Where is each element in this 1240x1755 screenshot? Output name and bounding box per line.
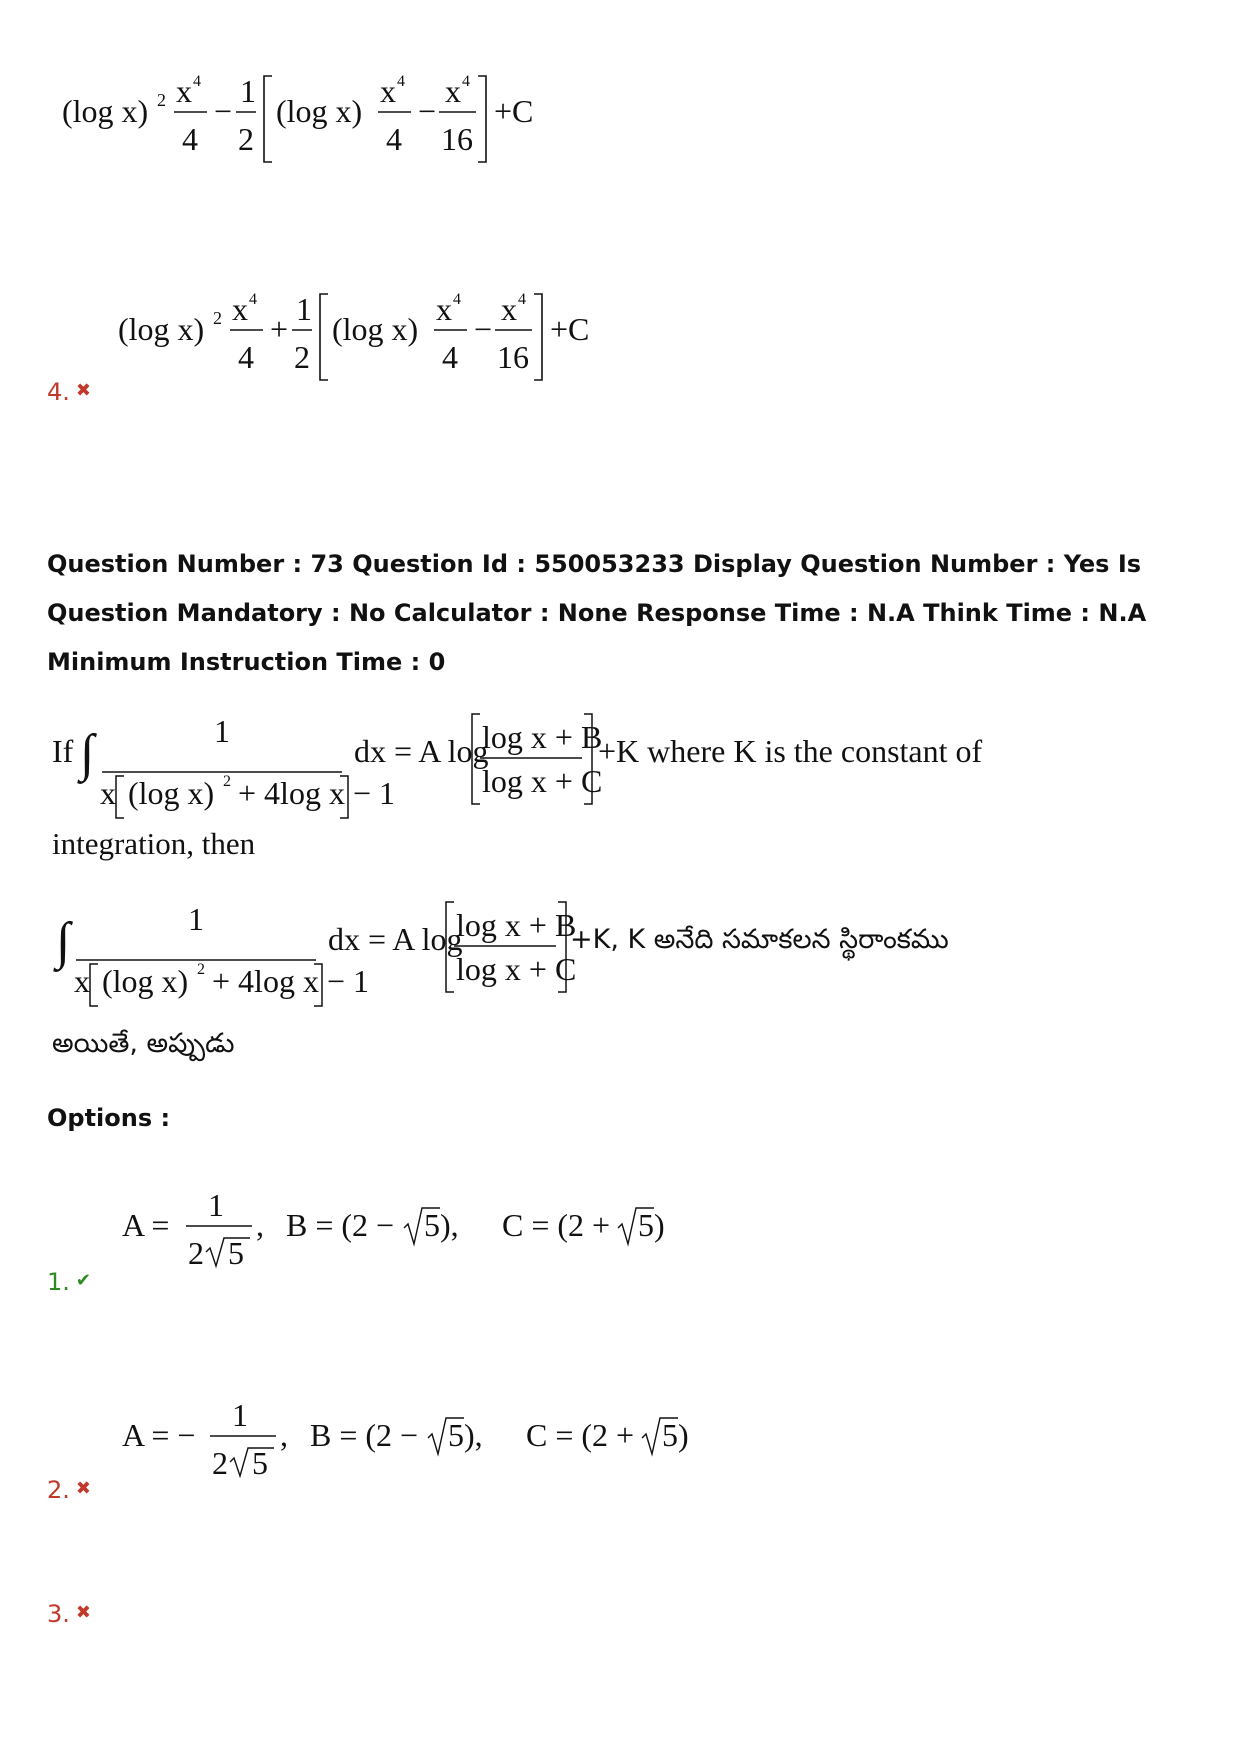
option-3-label[interactable] — [47, 1600, 91, 1628]
svg-text:dx = A log: dx = A log — [328, 921, 463, 957]
svg-text:4: 4 — [518, 291, 526, 308]
svg-text:1: 1 — [232, 1397, 248, 1433]
svg-text:5: 5 — [228, 1235, 244, 1271]
svg-text:C = (2 +: C = (2 + — [526, 1417, 635, 1453]
svg-text:x: x — [232, 291, 248, 327]
svg-text:2: 2 — [188, 1235, 204, 1271]
cross-icon: ✖ — [75, 380, 91, 401]
svg-text:+ 4log x − 1: + 4log x − 1 — [238, 775, 395, 811]
svg-text:16: 16 — [497, 339, 529, 375]
svg-text:x: x — [176, 73, 192, 109]
svg-text:1: 1 — [208, 1187, 224, 1223]
svg-text:1: 1 — [188, 901, 204, 937]
svg-text:2: 2 — [213, 308, 222, 328]
question-english-suffix: +K where K is the constant of — [598, 733, 983, 769]
svg-text:x: x — [74, 963, 90, 999]
svg-text:+C: +C — [550, 311, 590, 347]
question-telugu-line2: అయితే, అప్పుడు — [52, 1028, 235, 1059]
svg-text:4: 4 — [193, 73, 201, 90]
svg-text:x: x — [436, 291, 452, 327]
question-telugu-suffix: +K, K అనేది సమాకలన స్థిరాంకము — [570, 924, 949, 955]
svg-text:+C: +C — [494, 93, 534, 129]
options-heading: Options : — [47, 1104, 171, 1132]
svg-text:1: 1 — [240, 73, 256, 109]
svg-text:log x + B: log x + B — [482, 719, 603, 755]
option-2-formula — [122, 1392, 742, 1492]
svg-text:+ 4log x − 1: + 4log x − 1 — [212, 963, 369, 999]
svg-text:(log x): (log x) — [102, 963, 189, 999]
svg-text:(log x): (log x) — [276, 93, 363, 129]
question-english-line2: integration, then — [52, 826, 256, 861]
svg-text:5),: 5), — [448, 1417, 483, 1453]
svg-text:1: 1 — [214, 713, 230, 749]
svg-text:4: 4 — [386, 121, 402, 157]
option-number: 3. — [47, 1600, 70, 1628]
svg-text:C = (2 +: C = (2 + — [502, 1207, 611, 1243]
option-2-label[interactable] — [47, 1476, 91, 1504]
svg-text:−: − — [474, 311, 493, 347]
svg-text:5): 5) — [638, 1207, 665, 1243]
svg-text:5),: 5), — [424, 1207, 459, 1243]
svg-text:log x + B: log x + B — [456, 907, 577, 943]
svg-text:A = −: A = − — [122, 1417, 196, 1453]
option-1-label[interactable] — [47, 1268, 91, 1296]
prev-option-4-label — [47, 378, 91, 406]
svg-text:x: x — [380, 73, 396, 109]
svg-text:4: 4 — [238, 339, 254, 375]
svg-text:4: 4 — [182, 121, 198, 157]
svg-text:(log x): (log x) — [118, 311, 205, 347]
svg-text:log x + C: log x + C — [456, 951, 577, 987]
svg-text:4: 4 — [453, 291, 461, 308]
option-number: 2. — [47, 1476, 70, 1504]
svg-text:x: x — [501, 291, 517, 327]
svg-text:x: x — [100, 775, 116, 811]
svg-text:2: 2 — [223, 773, 231, 790]
prev-option-4-formula — [118, 288, 658, 398]
svg-text:2: 2 — [294, 339, 310, 375]
svg-text:4: 4 — [442, 339, 458, 375]
svg-text:B = (2 −: B = (2 − — [286, 1207, 395, 1243]
svg-text:2: 2 — [238, 121, 254, 157]
question-metadata: Question Number : 73 Question Id : 550053233 Display Question Number : Yes Is Question Mandatory : No Calculator : None Response Time : N.A Think Time : N.A Minimum Instruction Time : 0 — [47, 550, 1147, 676]
svg-text:4: 4 — [397, 73, 405, 90]
svg-text:dx = A log: dx = A log — [354, 733, 489, 769]
svg-text:4: 4 — [249, 291, 257, 308]
svg-text:,: , — [280, 1417, 288, 1453]
svg-text:,: , — [256, 1207, 264, 1243]
svg-text:−: − — [418, 93, 437, 129]
svg-text:log x + C: log x + C — [482, 763, 603, 799]
svg-text:(log x): (log x) — [332, 311, 419, 347]
svg-text:x: x — [445, 73, 461, 109]
prev-option-3-formula — [62, 70, 602, 180]
svg-text:5: 5 — [252, 1445, 268, 1481]
option-number: 1. — [47, 1268, 70, 1296]
svg-text:1: 1 — [296, 291, 312, 327]
svg-text:A =: A = — [122, 1207, 170, 1243]
svg-text:4: 4 — [462, 73, 470, 90]
svg-text:+: + — [270, 311, 289, 347]
svg-text:2: 2 — [157, 90, 166, 110]
svg-text:5): 5) — [662, 1417, 689, 1453]
svg-text:∫: ∫ — [56, 913, 71, 970]
svg-text:B = (2 −: B = (2 − — [310, 1417, 419, 1453]
svg-text:∫: ∫ — [80, 725, 95, 782]
option-1-formula — [122, 1182, 722, 1282]
svg-text:2: 2 — [197, 961, 205, 978]
cross-icon: ✖ — [75, 1602, 91, 1623]
svg-text:2: 2 — [212, 1445, 228, 1481]
svg-text:16: 16 — [441, 121, 473, 157]
check-icon: ✔ — [75, 1270, 91, 1291]
svg-text:−: − — [214, 93, 233, 129]
svg-text:(log x): (log x) — [128, 775, 215, 811]
option-number: 4. — [47, 378, 70, 406]
question-english-prefix: If — [52, 733, 74, 769]
svg-text:(log x): (log x) — [62, 93, 149, 129]
question-english-formula — [52, 708, 983, 818]
cross-icon: ✖ — [75, 1478, 91, 1499]
